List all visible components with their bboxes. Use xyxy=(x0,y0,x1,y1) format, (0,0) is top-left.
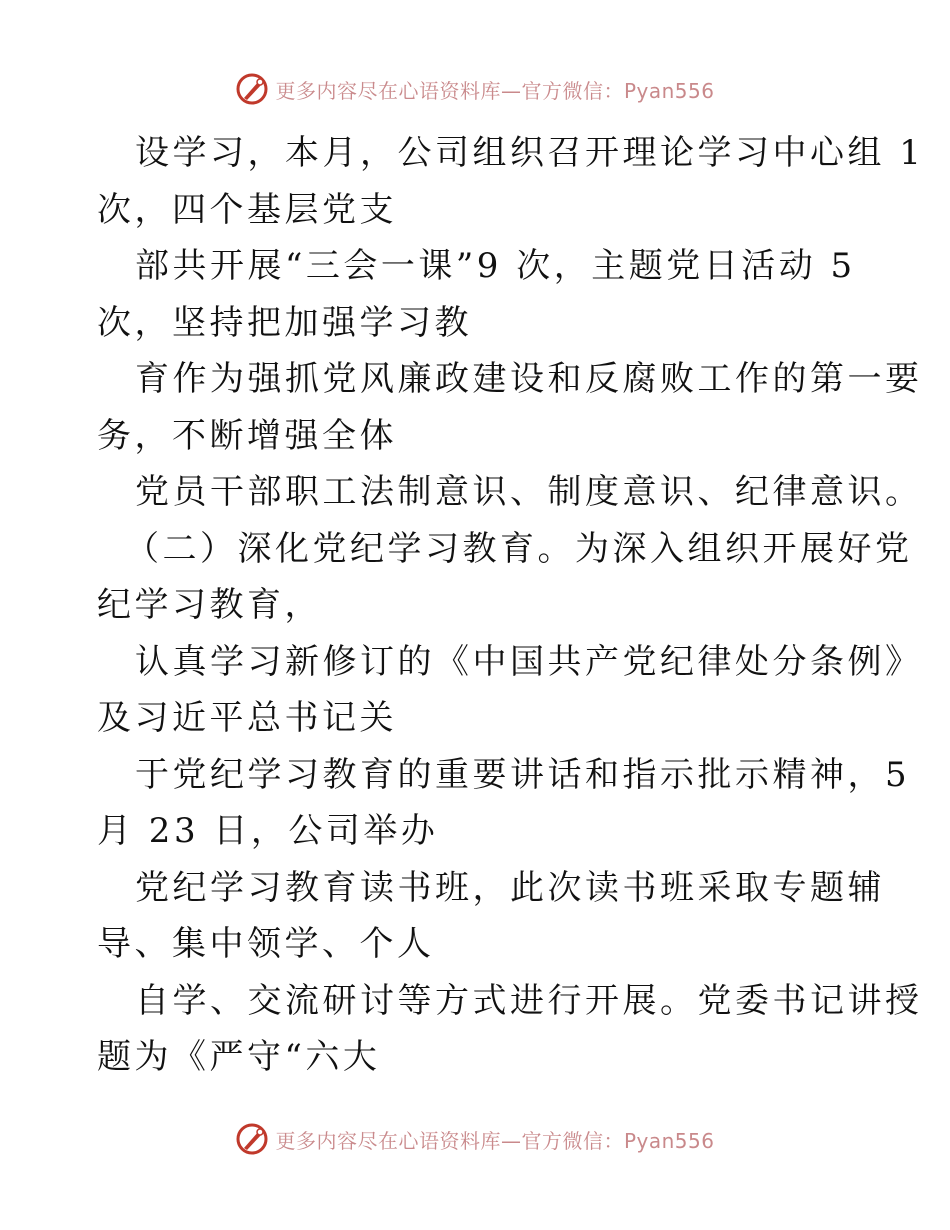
text-line: 纪学习教育， xyxy=(97,585,322,625)
text-line: 自学、交流研讨等方式进行开展。党委书记讲授 xyxy=(135,980,923,1021)
header-banner xyxy=(0,72,950,106)
text-line: 党纪学习教育读书班，此次读书班采取专题辅 xyxy=(135,867,885,908)
text-line: 设学习，本月，公司组织召开理论学习中心组 1 xyxy=(135,133,925,173)
footer-banner xyxy=(0,1122,950,1156)
text-line: 部共开展“三会一课”9 次，主题党日活动 5 xyxy=(135,246,856,286)
pen-logo-icon xyxy=(235,72,269,106)
text-line: 月 23 日，公司举办 xyxy=(97,811,439,851)
pen-logo-icon xyxy=(235,1122,269,1156)
text-line: 于党纪学习教育的重要讲话和指示批示精神，5 xyxy=(135,754,911,795)
text-line: 题为《严守“六大 xyxy=(97,1037,381,1077)
section-heading-line: （二）深化党纪学习教育。为深入组织开展好党 xyxy=(125,528,913,569)
text-line: 及习近平总书记关 xyxy=(97,698,397,738)
banner-text: 更多内容尽在心语资料库—官方微信：Pyan556 xyxy=(275,1128,715,1153)
banner-text: 更多内容尽在心语资料库—官方微信：Pyan556 xyxy=(275,78,715,103)
text-line: 认真学习新修订的《中国共产党纪律处分条例》 xyxy=(135,641,923,682)
text-line: 次，坚持把加强学习教 xyxy=(97,302,472,343)
text-line: 次，四个基层党支 xyxy=(97,189,397,230)
text-line: 育作为强抓党风廉政建设和反腐败工作的第一要 xyxy=(135,359,923,399)
text-line: 导、集中领学、个人 xyxy=(97,924,435,964)
document-body xyxy=(0,125,950,1086)
text-line: 党员干部职工法制意识、制度意识、纪律意识。 xyxy=(135,472,923,512)
text-line: 务，不断增强全体 xyxy=(97,415,397,456)
